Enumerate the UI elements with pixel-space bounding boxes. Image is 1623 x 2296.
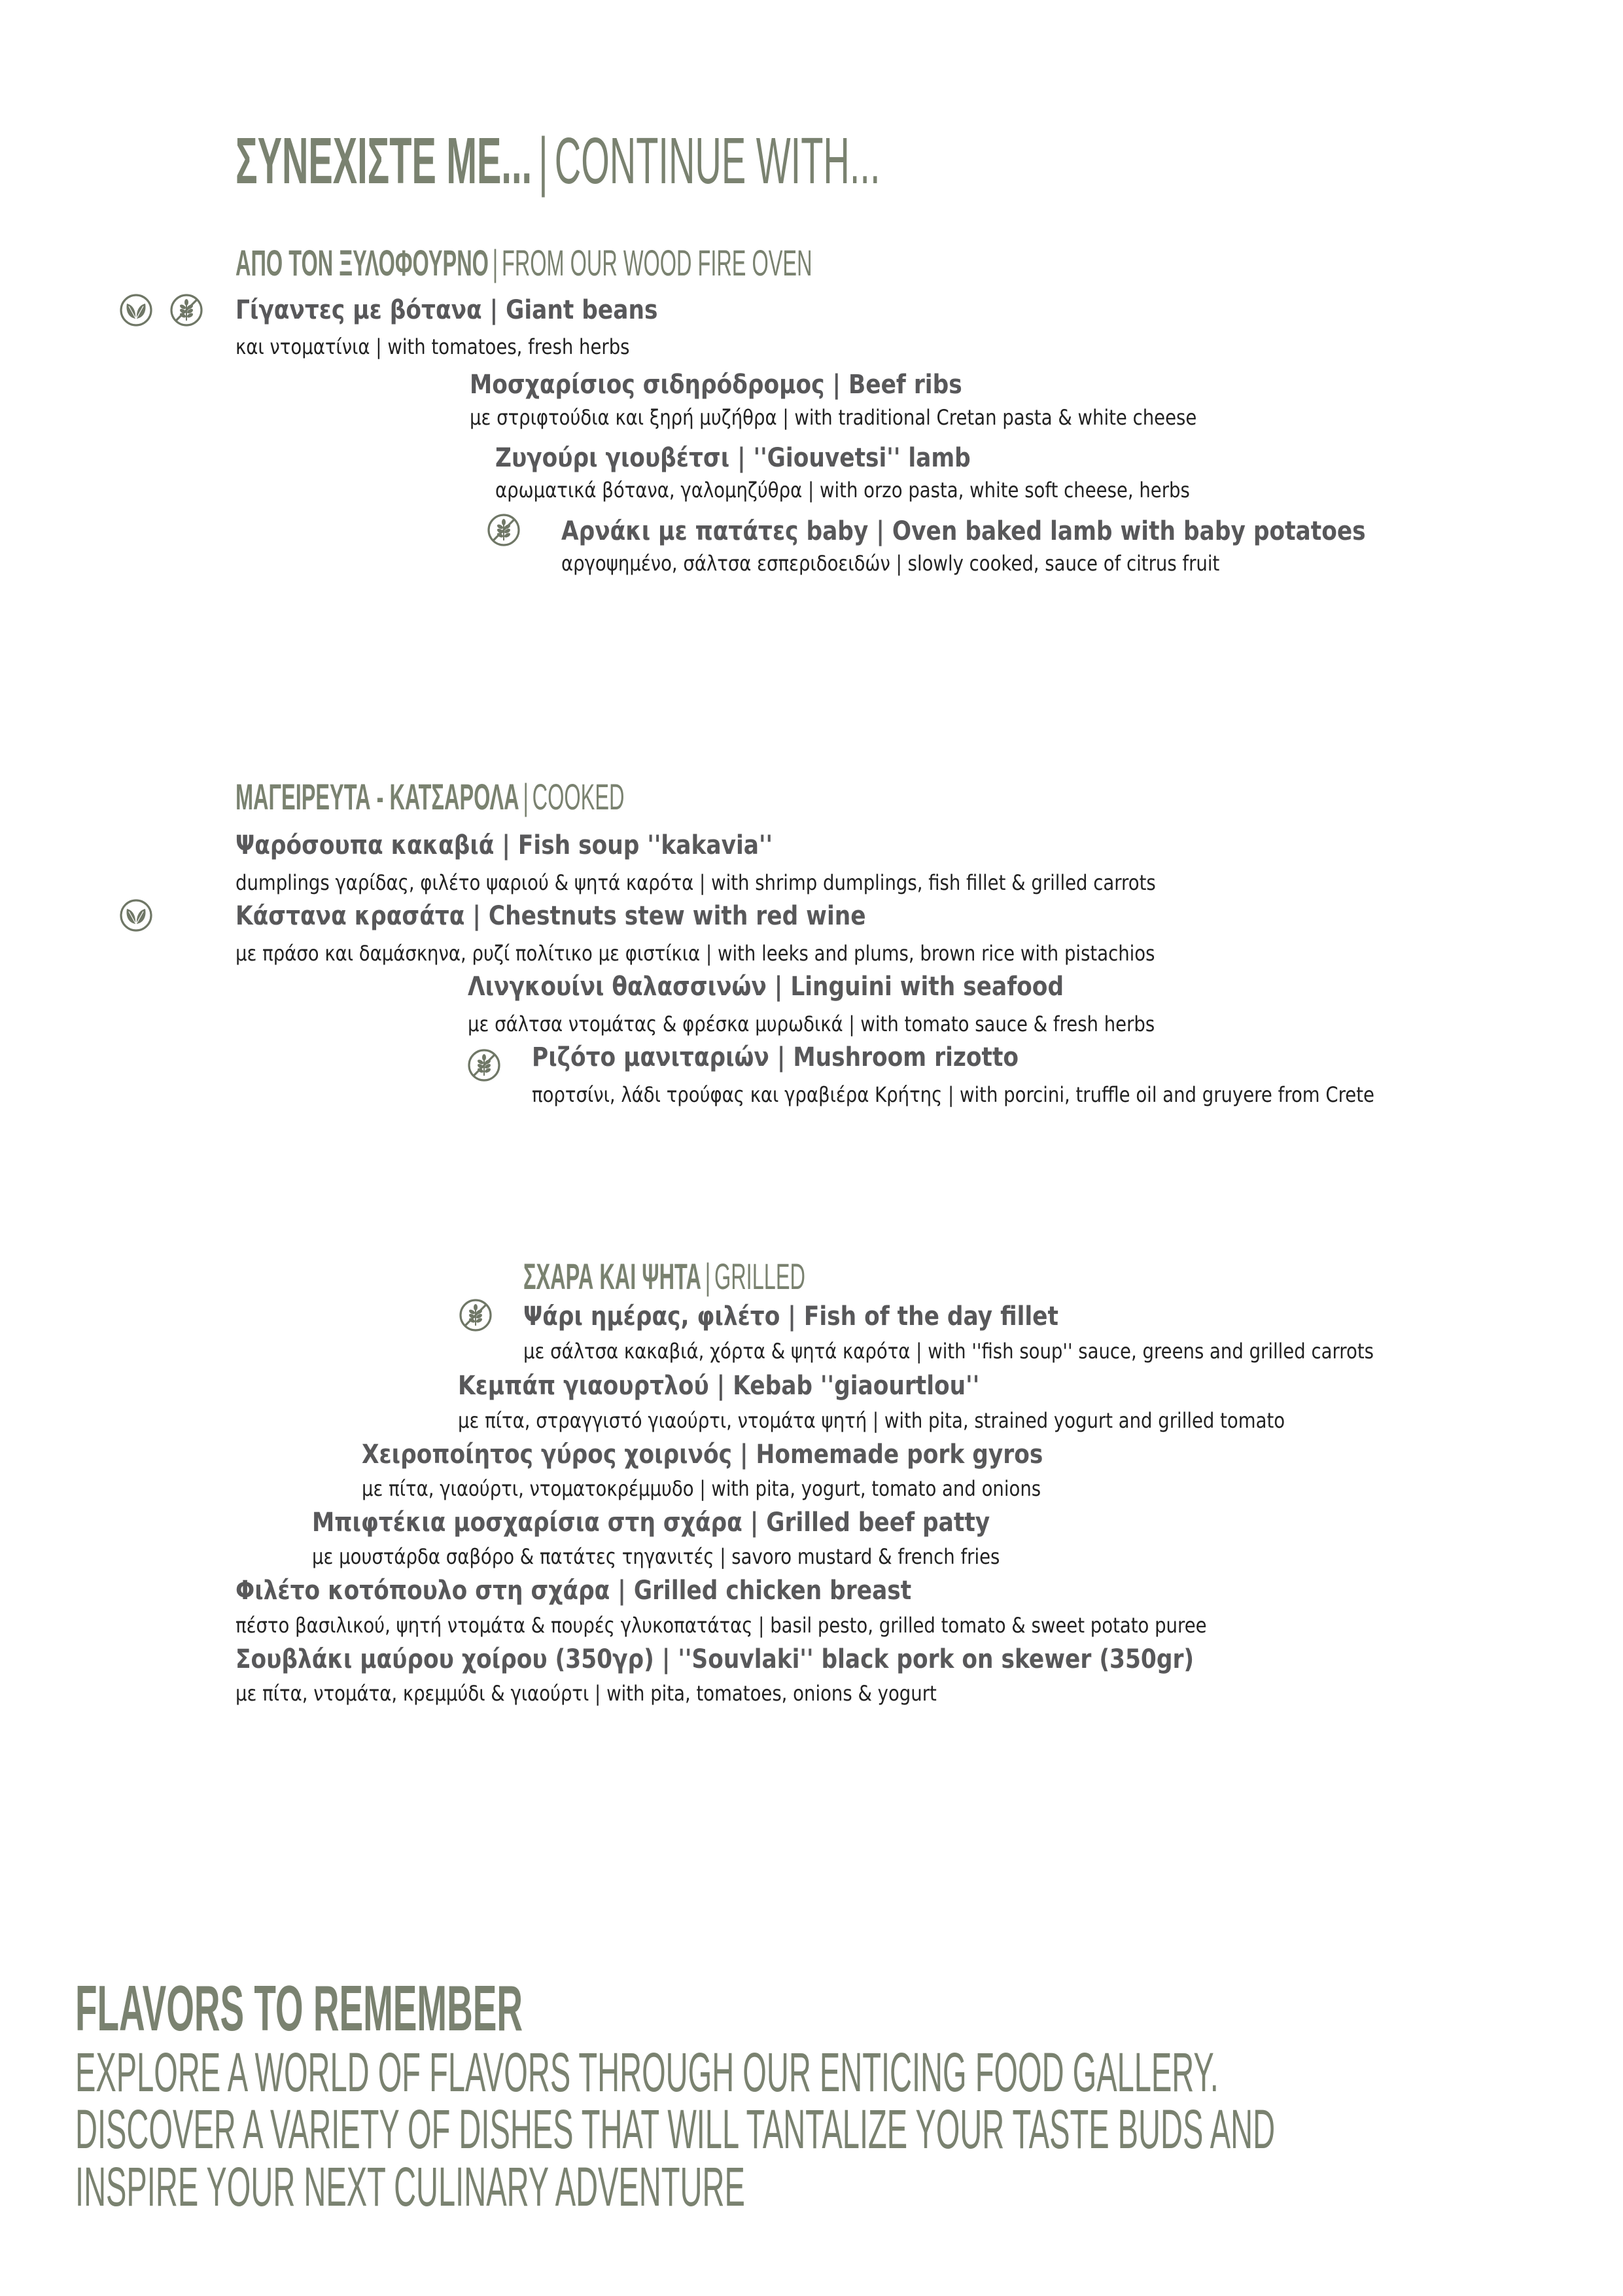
menu-item-desc: με σάλτσα ντομάτας & φρέσκα μυρωδικά | with tomato sauce & fresh herbs [468, 1012, 1155, 1036]
menu-item-desc: αρωματικά βότανα, γαλομηζύθρα | with orzo pasta, white soft cheese, herbs [495, 478, 1190, 503]
section-heading-grilled [523, 1258, 805, 1295]
menu-item-name: Μοσχαρίσιος σιδηρόδρομος | Beef ribs [470, 370, 962, 400]
menu-item-desc: πέστο βασιλικού, ψητή ντομάτα & πουρές γλυκοπατάτας | basil pesto, grilled tomato & sweet potato puree [236, 1613, 1207, 1638]
menu-item-name: Γίγαντες με βότανα | Giant beans [236, 295, 658, 325]
page-title-greek: ΣΥΝΕΧΙΣΤΕ ΜΕ... [236, 124, 532, 198]
menu-item-name: Μπιφτέκια μοσχαρίσια στη σχάρα | Grilled beef patty [312, 1508, 990, 1538]
menu-item-name: Λινγκουίνι θαλασσινών | Linguini with seafood [468, 972, 1064, 1002]
footer-tagline-line: EXPLORE A WORLD OF FLAVORS THROUGH OUR ENTICING FOOD GALLERY. [75, 2041, 1219, 2103]
menu-item-desc: με πίτα, στραγγιστό γιαούρτι, ντομάτα ψητή | with pita, strained yogurt and grilled tomato [458, 1408, 1285, 1433]
footer-title: FLAVORS TO REMEMBER [75, 1972, 523, 2044]
menu-item-desc: και ντοματίνια | with tomatoes, fresh herbs [236, 334, 630, 359]
section-separator: | [705, 1256, 711, 1297]
menu-item-desc: με σάλτσα κακαβιά, χόρτα & ψητά καρότα | with ''fish soup'' sauce, greens and grilled carrots [523, 1339, 1374, 1364]
section-title-english: FROM OUR WOOD FIRE OVEN [501, 242, 812, 283]
menu-item-name: Φιλέτο κοτόπουλο στη σχάρα | Grilled chicken breast [236, 1576, 912, 1606]
page-title [236, 124, 881, 198]
menu-item-desc: με πράσο και δαμάσκηνα, ρυζί πολίτικο με φιστίκια | with leeks and plums, brown rice with pistachios [236, 941, 1155, 966]
section-title-greek: ΣΧΑΡΑ ΚΑΙ ΨΗΤΑ [523, 1256, 701, 1297]
menu-item-name: Κάστανα κρασάτα | Chestnuts stew with red wine [236, 901, 866, 931]
vegan-leaf-icon [119, 898, 153, 932]
menu-item-name: Κεμπάπ γιαουρτλού | Kebab ''giaourtlou'' [458, 1371, 980, 1401]
menu-item-desc: με στριφτούδια και ξηρή μυζήθρα | with traditional Cretan pasta & white cheese [470, 405, 1197, 430]
menu-item-desc: πορτσίνι, λάδι τρούφας και γραβιέρα Κρήτης | with porcini, truffle oil and gruyere from Crete [532, 1082, 1374, 1107]
vegan-leaf-icon [119, 293, 153, 327]
menu-item-name: Ριζότο μανιταριών | Mushroom rizotto [532, 1042, 1019, 1072]
gluten-free-icon [459, 1298, 493, 1332]
page-title-english: CONTINUE WITH... [554, 124, 881, 198]
section-title-english: GRILLED [714, 1256, 805, 1297]
section-separator: | [523, 776, 529, 817]
footer-tagline-line: INSPIRE YOUR NEXT CULINARY ADVENTURE [75, 2156, 745, 2217]
section-title-greek: ΜΑΓΕΙΡΕΥΤΑ - ΚΑΤΣΑΡΟΛΑ [236, 776, 519, 817]
menu-item-desc: με πίτα, γιαούρτι, ντοματοκρέμμυδο | with pita, yogurt, tomato and onions [362, 1476, 1041, 1501]
section-title-greek: ΑΠΟ ΤΟΝ ΞΥΛΟΦΟΥΡΝΟ [236, 242, 489, 283]
menu-item-name: Ψαρόσουπα κακαβιά | Fish soup ''kakavia'' [236, 830, 773, 860]
section-heading-cooked [236, 776, 625, 817]
menu-item-desc: dumplings γαρίδας, φιλέτο ψαριού & ψητά καρότα | with shrimp dumplings, fish fillet & grilled carrots [236, 870, 1156, 895]
menu-item-desc: με μουστάρδα σαβόρο & πατάτες τηγανιτές | savoro mustard & french fries [312, 1544, 1000, 1569]
title-separator: | [538, 124, 548, 198]
menu-item-name: Αρνάκι με πατάτες baby | Oven baked lamb with baby potatoes [561, 516, 1366, 546]
menu-item-name: Ζυγούρι γιουβέτσι | ''Giouvetsi'' lamb [495, 443, 971, 473]
menu-item-desc: αργοψημένο, σάλτσα εσπεριδοειδών | slowly cooked, sauce of citrus fruit [561, 551, 1220, 576]
menu-item-name: Χειροποίητος γύρος χοιρινός | Homemade pork gyros [362, 1439, 1043, 1470]
section-heading-wood-fire-oven [236, 242, 812, 283]
gluten-free-icon [467, 1048, 501, 1082]
menu-item-name: Ψάρι ημέρας, φιλέτο | Fish of the day fillet [523, 1301, 1058, 1332]
section-title-english: COOKED [532, 776, 625, 817]
gluten-free-icon [169, 293, 203, 327]
gluten-free-icon [487, 513, 521, 547]
footer-tagline-line: DISCOVER A VARIETY OF DISHES THAT WILL TANTALIZE YOUR TASTE BUDS AND [75, 2098, 1276, 2160]
section-separator: | [492, 242, 498, 283]
menu-item-name: Σουβλάκι μαύρου χοίρου (350γρ) | ''Souvlaki'' black pork on skewer (350gr) [236, 1644, 1195, 1674]
menu-item-desc: με πίτα, ντομάτα, κρεμμύδι & γιαούρτι | with pita, tomatoes, onions & yogurt [236, 1681, 937, 1706]
